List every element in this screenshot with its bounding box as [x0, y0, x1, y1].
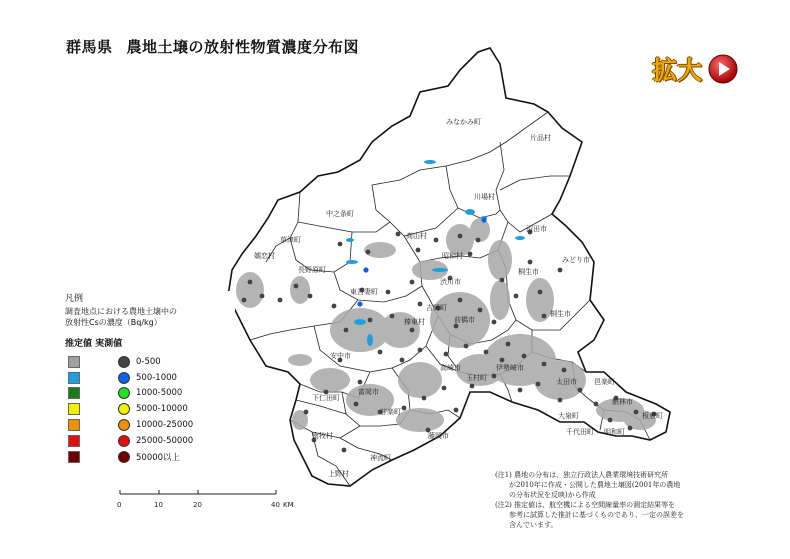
label-tatebayashi: 館林市: [612, 398, 633, 406]
legend-subtitle-1: 調査地点における農地土壌中の: [65, 307, 177, 316]
legend-row: [65, 449, 235, 465]
legend-range-label: 5000-10000: [136, 404, 188, 415]
label-fujioka: 藤岡市: [428, 432, 449, 440]
label-yoshioka: 吉岡町: [426, 304, 447, 312]
legend-row: [65, 433, 235, 449]
label-nanmoku: 南牧村: [312, 432, 333, 440]
legend-measured-dot: [118, 387, 130, 399]
label-minakami: みなかみ町: [446, 118, 481, 126]
label-numata: 沼田市: [526, 225, 547, 233]
label-katashina: 片品村: [530, 134, 551, 142]
legend-estimate-swatch: [68, 372, 80, 384]
label-annaka: 安中市: [330, 352, 351, 360]
legend-range-label: 50000以上: [136, 452, 181, 463]
label-oura: 邑楽町: [594, 378, 615, 386]
label-meiwa: 明和町: [604, 428, 625, 436]
label-naganohara: 長野原町: [298, 266, 326, 274]
legend-measured-dot: [118, 419, 130, 431]
legend-row: [65, 401, 235, 417]
legend-measured-dot: [118, 451, 130, 463]
legend-rows: [65, 354, 235, 465]
label-showa: 昭和村: [442, 252, 463, 260]
legend-row: [65, 386, 235, 402]
label-maebashi: 前橋市: [454, 316, 475, 324]
label-oizumi: 大泉町: [558, 412, 579, 420]
label-midori: みどり市: [562, 256, 590, 264]
label-takasaki: 高崎市: [440, 364, 461, 372]
scale-unit: KM: [283, 501, 294, 509]
scale-tick-0: 0: [117, 501, 122, 509]
legend: [65, 291, 235, 465]
label-itakura: 板倉町: [642, 412, 663, 420]
zoom-label: 拡大: [652, 56, 703, 85]
label-shibukawa: 渋川市: [440, 278, 461, 286]
label-nakanojo: 中之条町: [326, 210, 354, 218]
scale-tick-40: 40: [271, 501, 280, 509]
prefecture-name: 群馬県: [66, 38, 113, 56]
legend-measured-dot: [118, 403, 130, 415]
scale-tick-10: 10: [154, 501, 163, 509]
legend-estimate-swatch: [68, 403, 80, 415]
legend-subtitle-2: 放射性Csの濃度（Bq/kg）: [65, 318, 162, 327]
label-kawaba: 川場村: [474, 193, 495, 201]
label-takayama: 高山村: [406, 232, 427, 240]
legend-row: [65, 417, 235, 433]
legend-measured-dot: [118, 372, 130, 384]
label-tomioka: 富岡市: [358, 388, 379, 396]
label-shinto: 榛東村: [404, 318, 425, 326]
scale-bar: [117, 490, 294, 509]
label-kiryu-north: 桐生市: [518, 268, 539, 276]
label-kusatsu: 草津町: [280, 236, 301, 244]
label-chiyoda: 千代田町: [566, 428, 594, 436]
note1-line3: の分布状況を反映)から作成: [509, 491, 596, 499]
note2-line1: (注2) 推定値は、航空機による空間線量率の測定結果等を: [495, 501, 676, 509]
legend-estimate-swatch: [68, 387, 80, 399]
map-title-main: 農地土壌の放射性物質濃度分布図: [126, 38, 360, 56]
legend-estimate-swatch: [68, 435, 80, 447]
legend-row: [65, 370, 235, 386]
legend-row: [65, 354, 235, 370]
label-ota: 太田市: [556, 378, 577, 386]
legend-measured-dot: [118, 356, 130, 368]
label-shimonita: 下仁田町: [312, 394, 340, 402]
legend-measured-dot: [118, 435, 130, 447]
label-tsumagoi: 嬬恋村: [254, 252, 275, 260]
label-kiryu-south: 桐生市: [550, 310, 571, 318]
label-isesaki: 伊勢崎市: [496, 364, 524, 372]
legend-range-label: 500-1000: [136, 372, 177, 383]
label-kanra: 甘楽町: [380, 408, 401, 416]
legend-header: 推定値 実測値: [65, 339, 123, 349]
label-tamamura: 玉村町: [466, 374, 487, 382]
notes: [495, 470, 715, 530]
legend-range-label: 1000-5000: [136, 388, 183, 399]
legend-estimate-swatch: [68, 356, 80, 368]
legend-title: 凡例: [65, 294, 84, 304]
label-ueno: 上野村: [328, 470, 349, 478]
note2-line2: 参考に試算した推計に基づくものであり、一定の誤差を: [509, 511, 684, 519]
legend-estimate-swatch: [68, 419, 80, 431]
note2-line3: 含んでいます。: [509, 521, 558, 529]
legend-estimate-swatch: [68, 451, 80, 463]
legend-range-label: 10000-25000: [136, 420, 194, 431]
label-higashiagatsuma: 東吾妻町: [350, 288, 378, 296]
legend-range-label: 0-500: [136, 356, 161, 367]
scale-tick-20: 20: [193, 501, 202, 509]
note1-line1: (注1) 農地の分布は、独立行政法人農業環境技術研究所: [495, 471, 669, 479]
legend-range-label: 25000-50000: [136, 435, 194, 446]
label-kanna: 神流町: [370, 454, 391, 462]
note1-line2: が2010年に作成・公開した農地土壌図(2001年の農地: [509, 481, 681, 489]
